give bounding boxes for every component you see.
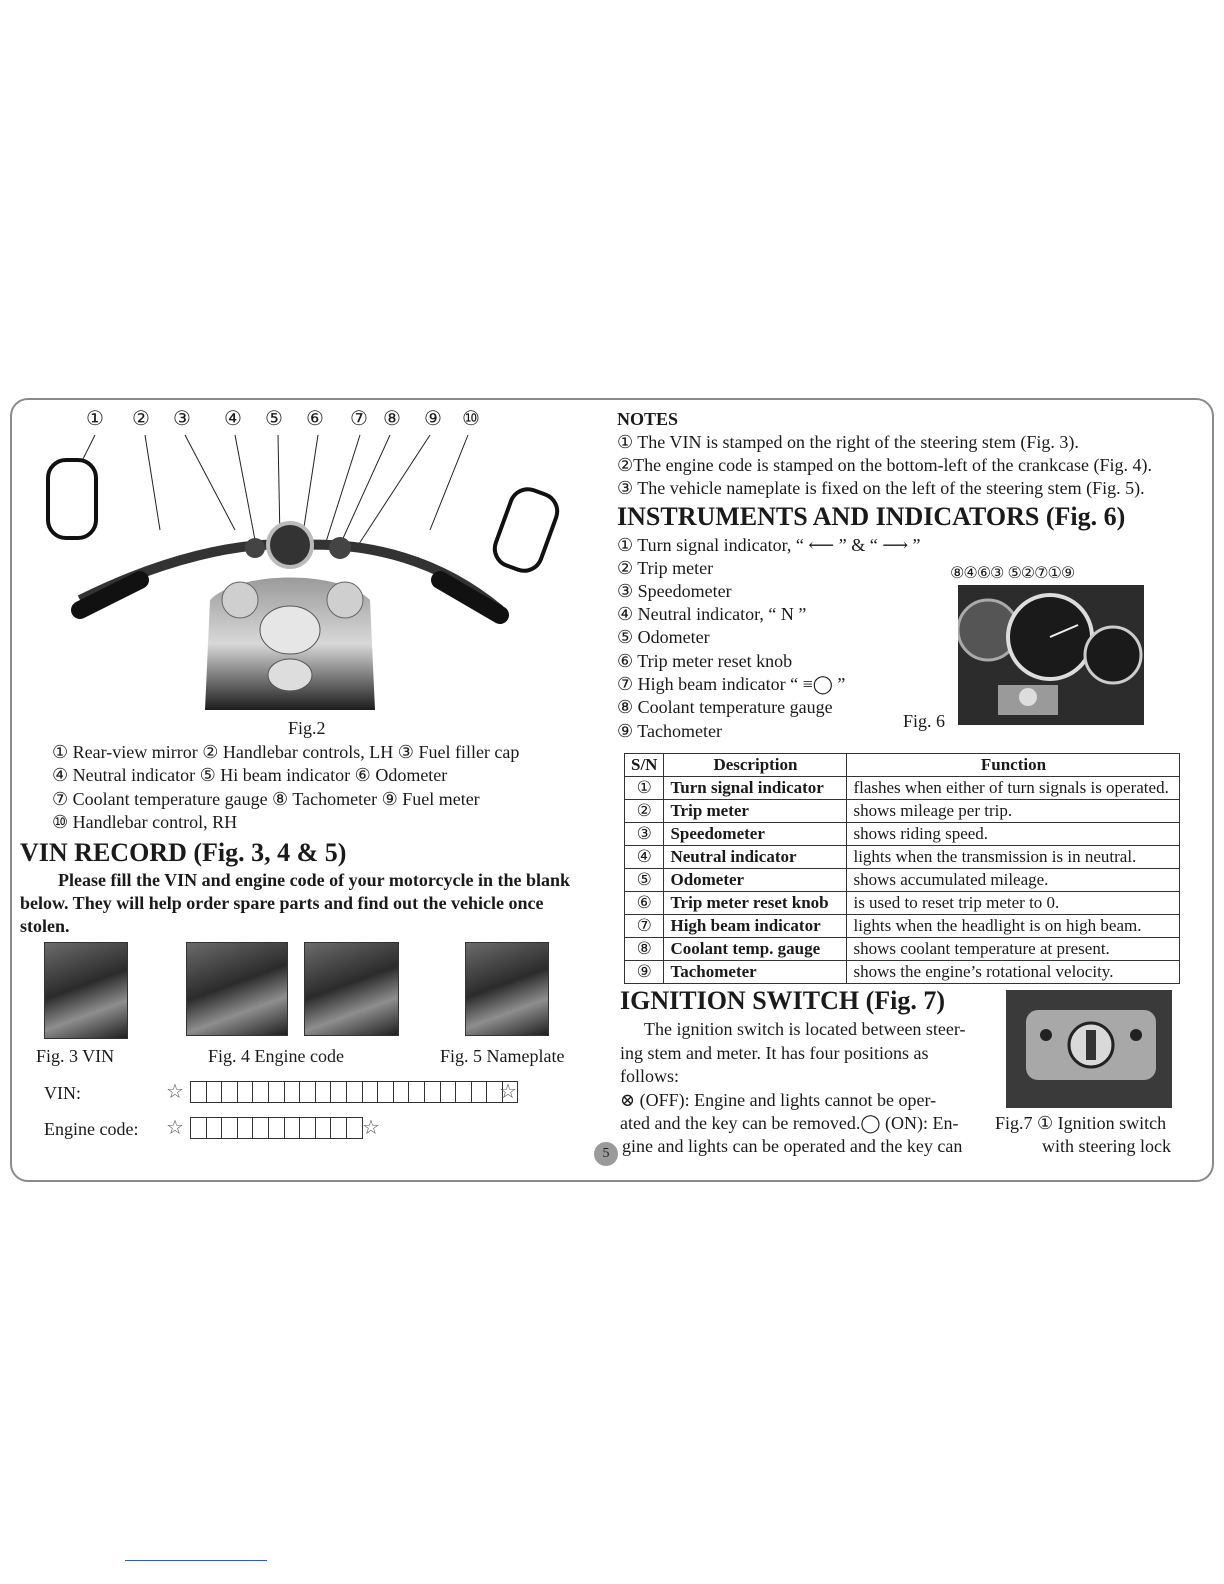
table-row xyxy=(625,869,1180,892)
cell-function: shows the engine’s rotational velocity. xyxy=(847,961,1180,984)
instrument-item: ④ Neutral indicator, “ N ” xyxy=(617,604,807,624)
table-row xyxy=(625,961,1180,984)
callout-6: ⑥ xyxy=(306,406,324,430)
cell-sn: ④ xyxy=(625,846,664,869)
cell-sn: ③ xyxy=(625,823,664,846)
cell-description: Turn signal indicator xyxy=(664,777,847,800)
callout-9: ⑨ xyxy=(424,406,442,430)
cell-sn: ② xyxy=(625,800,664,823)
table-row xyxy=(625,823,1180,846)
col-header-sn: S/N xyxy=(625,754,664,777)
cell-function: shows mileage per trip. xyxy=(847,800,1180,823)
ignition-switch-heading: IGNITION SWITCH (Fig. 7) xyxy=(620,986,946,1015)
footer-link-underline xyxy=(125,1560,267,1561)
cell-sn: ⑧ xyxy=(625,938,664,961)
ignition-line: gine and lights can be operated and the key can xyxy=(622,1136,963,1156)
instruments-heading: INSTRUMENTS AND INDICATORS (Fig. 6) xyxy=(617,502,1126,531)
col-header-description: Description xyxy=(664,754,847,777)
cell-function: lights when the headlight is on high beam. xyxy=(847,915,1180,938)
fig4-engine-photo-b xyxy=(304,942,399,1036)
instrument-item: ① Turn signal indicator, “ ⟵ ” & “ ⟶ ” xyxy=(617,535,921,555)
col-header-function: Function xyxy=(847,754,1180,777)
page-number: 5 xyxy=(594,1142,618,1166)
instrument-item: ⑥ Trip meter reset knob xyxy=(617,651,793,671)
callout-3: ③ xyxy=(173,406,191,430)
callout-5: ⑤ xyxy=(265,406,283,430)
cell-function: flashes when either of turn signals is operated. xyxy=(847,777,1180,800)
callout-7: ⑦ xyxy=(350,406,368,430)
legend-line: ① Rear-view mirror ② Handlebar controls, LH ③ Fuel filler cap xyxy=(52,742,520,762)
legend-line: ④ Neutral indicator ⑤ Hi beam indicator ⑥ Odometer xyxy=(52,765,448,785)
fig3-caption: Fig. 3 VIN xyxy=(36,1046,115,1066)
ignition-line: follows: xyxy=(620,1066,680,1086)
engine-code-label: Engine code: xyxy=(44,1119,139,1139)
fig7-caption: Fig.7 ① Ignition switch xyxy=(995,1113,1167,1133)
ignition-line: ⊗ (OFF): Engine and lights cannot be oper- xyxy=(620,1090,937,1110)
star-icon: ☆ xyxy=(166,1079,184,1103)
note-item: ③ The vehicle nameplate is fixed on the left of the steering stem (Fig. 5). xyxy=(617,478,1145,498)
cell-description: Speedometer xyxy=(664,823,847,846)
cell-description: Coolant temp. gauge xyxy=(664,938,847,961)
cell-description: Trip meter reset knob xyxy=(664,892,847,915)
fig3-vin-photo xyxy=(44,942,128,1039)
cell-description: Neutral indicator xyxy=(664,846,847,869)
notes-heading: NOTES xyxy=(617,409,679,429)
cell-description: Tachometer xyxy=(664,961,847,984)
instrument-item: ⑨ Tachometer xyxy=(617,721,723,741)
table-row xyxy=(625,846,1180,869)
table-row xyxy=(625,777,1180,800)
instrument-item: ⑤ Odometer xyxy=(617,627,710,647)
fig4-caption: Fig. 4 Engine code xyxy=(208,1046,344,1066)
fig6-instrument-photo xyxy=(958,585,1144,725)
table-header-row xyxy=(625,754,1180,777)
vin-para-line: stolen. xyxy=(20,916,70,936)
vin-record-heading: VIN RECORD (Fig. 3, 4 & 5) xyxy=(20,838,347,867)
cell-function: lights when the transmission is in neutral. xyxy=(847,846,1180,869)
fig7-caption-line2: with steering lock xyxy=(1042,1136,1171,1156)
cell-sn: ⑤ xyxy=(625,869,664,892)
cell-sn: ① xyxy=(625,777,664,800)
ignition-line: ing stem and meter. It has four positions as xyxy=(620,1043,929,1063)
star-icon: ☆ xyxy=(499,1079,517,1103)
instrument-item: ⑦ High beam indicator “ ≡◯ ” xyxy=(617,674,846,694)
fig6-caption: Fig. 6 xyxy=(903,711,946,731)
vin-para-line: Please fill the VIN and engine code of your motorcycle in the blank xyxy=(58,870,570,890)
cell-function: shows accumulated mileage. xyxy=(847,869,1180,892)
cell-function: shows coolant temperature at present. xyxy=(847,938,1180,961)
fig5-caption: Fig. 5 Nameplate xyxy=(440,1046,565,1066)
cell-description: High beam indicator xyxy=(664,915,847,938)
callout-4: ④ xyxy=(224,406,242,430)
table-row xyxy=(625,915,1180,938)
star-icon: ☆ xyxy=(362,1115,380,1139)
ignition-line: ated and the key can be removed.◯ (ON): En- xyxy=(620,1113,959,1133)
callout-1: ① xyxy=(86,406,104,430)
callout-2: ② xyxy=(132,406,150,430)
table-row xyxy=(625,938,1180,961)
table-row xyxy=(625,892,1180,915)
vin-entry-boxes[interactable] xyxy=(190,1081,518,1103)
fig4-engine-photo-a xyxy=(186,942,288,1036)
cell-sn: ⑦ xyxy=(625,915,664,938)
vin-label: VIN: xyxy=(44,1083,81,1103)
ignition-line: The ignition switch is located between steer- xyxy=(644,1019,966,1039)
fig6-callouts: ⑧④⑥③ ⑤②⑦①⑨ xyxy=(950,563,1075,582)
note-item: ②The engine code is stamped on the bottom-left of the crankcase (Fig. 4). xyxy=(617,455,1152,475)
legend-line: ⑦ Coolant temperature gauge ⑧ Tachometer ⑨ Fuel meter xyxy=(52,789,480,809)
star-icon: ☆ xyxy=(166,1115,184,1139)
cell-description: Odometer xyxy=(664,869,847,892)
table-row xyxy=(625,800,1180,823)
cell-description: Trip meter xyxy=(664,800,847,823)
cell-function: is used to reset trip meter to 0. xyxy=(847,892,1180,915)
instrument-item: ② Trip meter xyxy=(617,558,714,578)
instrument-item: ⑧ Coolant temperature gauge xyxy=(617,697,833,717)
fig2-caption: Fig.2 xyxy=(288,718,326,738)
vin-para-line: below. They will help order spare parts and find out the vehicle once xyxy=(20,893,544,913)
cell-function: shows riding speed. xyxy=(847,823,1180,846)
instrument-item: ③ Speedometer xyxy=(617,581,732,601)
legend-line: ⑩ Handlebar control, RH xyxy=(52,812,238,832)
cell-sn: ⑨ xyxy=(625,961,664,984)
cell-sn: ⑥ xyxy=(625,892,664,915)
fig7-ignition-photo xyxy=(1006,990,1172,1108)
motorcycle-handlebar-photo xyxy=(40,430,560,715)
instruments-function-table xyxy=(624,753,1180,984)
fig5-nameplate-photo xyxy=(465,942,549,1036)
callout-10: ⑩ xyxy=(462,406,480,430)
note-item: ① The VIN is stamped on the right of the steering stem (Fig. 3). xyxy=(617,432,1079,452)
callout-8: ⑧ xyxy=(383,406,401,430)
engine-code-entry-boxes[interactable] xyxy=(190,1117,363,1139)
